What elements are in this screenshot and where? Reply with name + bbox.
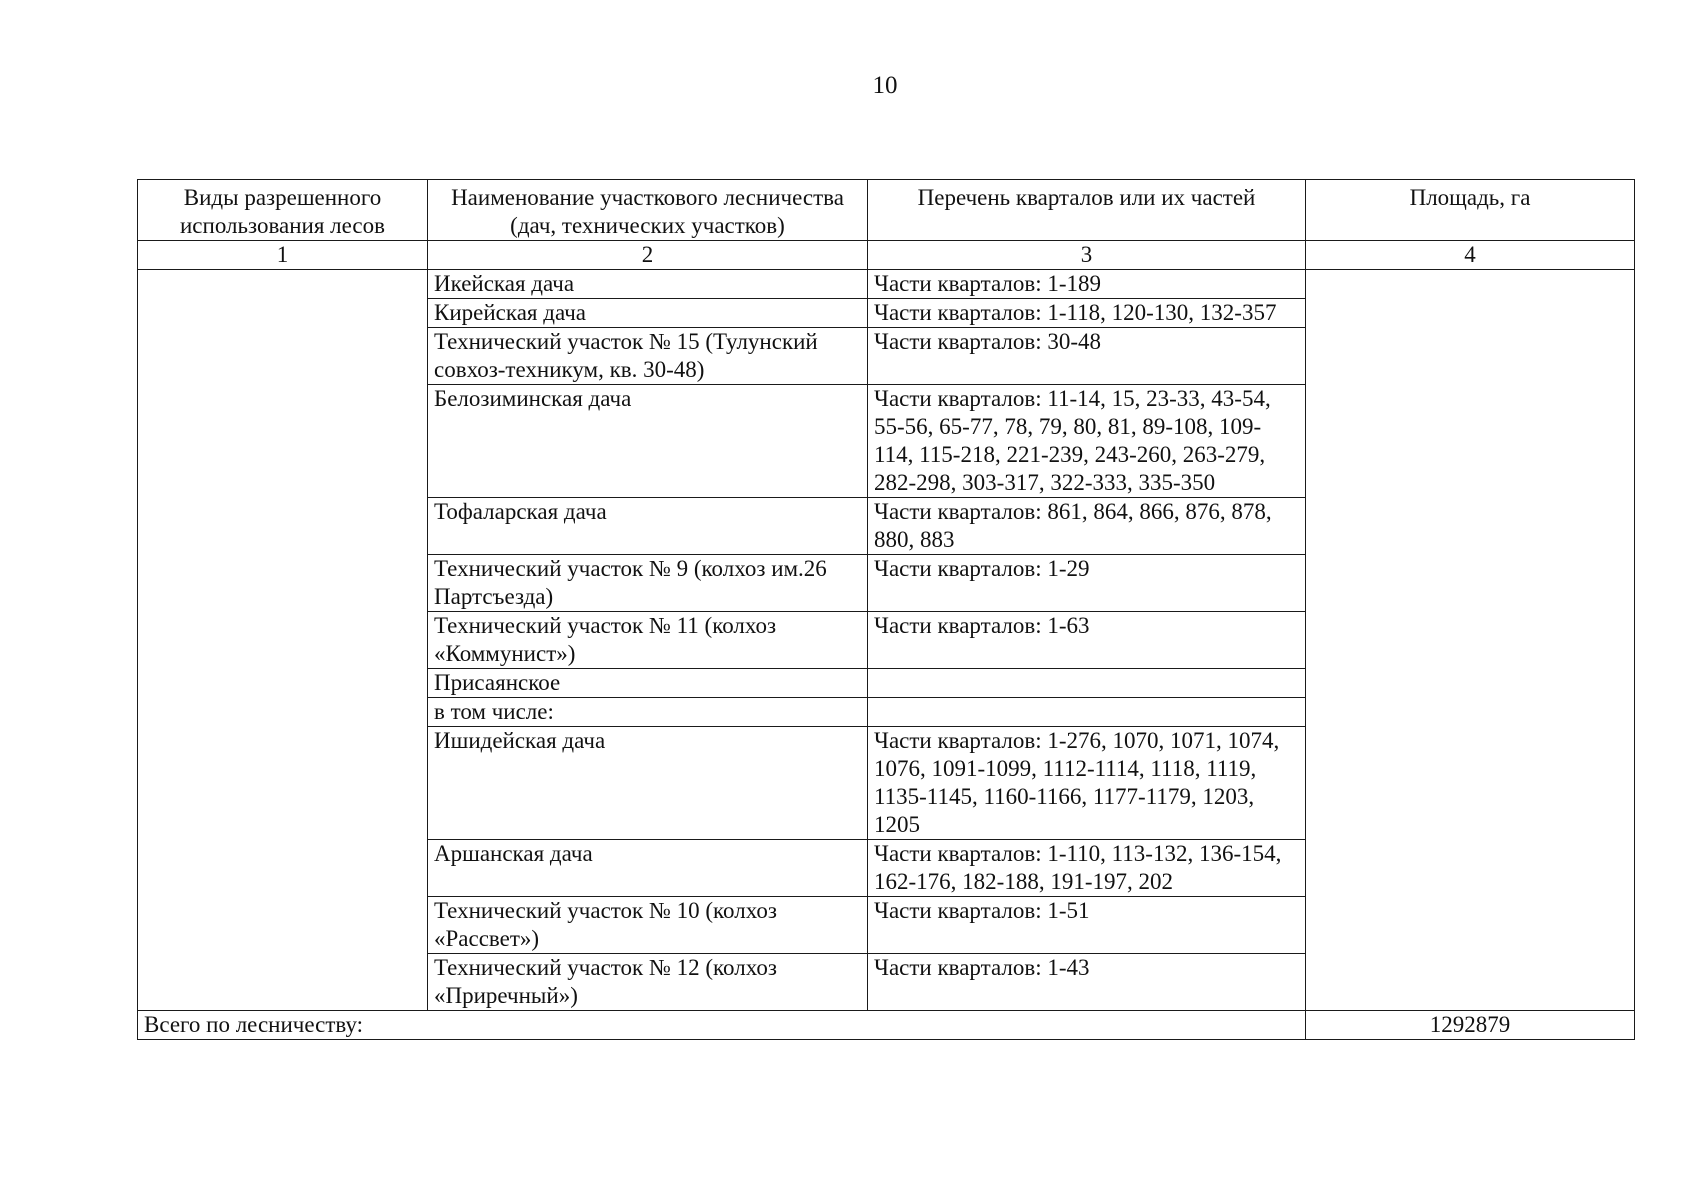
forestry-name-cell: Икейская дача — [428, 270, 868, 299]
quarters-cell: Части кварталов: 1-63 — [868, 612, 1306, 669]
forestry-name-cell: Присаянское — [428, 669, 868, 698]
quarters-cell: Части кварталов: 11-14, 15, 23-33, 43-54, 55-56, 65-77, 78, 79, 80, 81, 89-108, 109-114, 115-218, 221-239, 243-260, 263-279, 282-298, 303-317, 322-333, 335-350 — [868, 385, 1306, 498]
quarters-cell: Части кварталов: 1-43 — [868, 954, 1306, 1011]
usage-type-cell — [138, 270, 428, 1011]
quarters-cell — [868, 698, 1306, 727]
column-number: 3 — [868, 241, 1306, 270]
table-header-row — [138, 180, 1635, 241]
forestry-name-cell: Технический участок № 11 (колхоз «Коммунист») — [428, 612, 868, 669]
quarters-cell: Части кварталов: 1-276, 1070, 1071, 1074, 1076, 1091-1099, 1112-1114, 1118, 1119, 1135-1145, 1160-1166, 1177-1179, 1203, 1205 — [868, 727, 1306, 840]
quarters-cell — [868, 669, 1306, 698]
quarters-cell: Части кварталов: 861, 864, 866, 876, 878, 880, 883 — [868, 498, 1306, 555]
page-number: 10 — [872, 72, 898, 99]
table-row — [138, 270, 1635, 299]
area-cell — [1306, 270, 1635, 1011]
column-number: 1 — [138, 241, 428, 270]
quarters-cell: Части кварталов: 30-48 — [868, 328, 1306, 385]
forestry-table — [137, 179, 1635, 1040]
header-forestry-name: Наименование участкового лесничества (дач, технических участков) — [428, 180, 868, 241]
column-number-row — [138, 241, 1635, 270]
total-row — [138, 1011, 1635, 1040]
forestry-name-cell: Тофаларская дача — [428, 498, 868, 555]
forestry-name-cell: Технический участок № 9 (колхоз им.26 Партсъезда) — [428, 555, 868, 612]
header-quarters-list: Перечень кварталов или их частей — [868, 180, 1306, 241]
forestry-name-cell: Технический участок № 10 (колхоз «Рассвет») — [428, 897, 868, 954]
quarters-cell: Части кварталов: 1-118, 120-130, 132-357 — [868, 299, 1306, 328]
total-label: Всего по лесничеству: — [138, 1011, 1306, 1040]
forestry-name-cell: Аршанская дача — [428, 840, 868, 897]
forestry-name-cell: Технический участок № 12 (колхоз «Приречный») — [428, 954, 868, 1011]
header-usage-types: Виды разрешенного использования лесов — [138, 180, 428, 241]
quarters-cell: Части кварталов: 1-29 — [868, 555, 1306, 612]
column-number: 4 — [1306, 241, 1635, 270]
forestry-name-cell: Кирейская дача — [428, 299, 868, 328]
forestry-name-cell: Белозиминская дача — [428, 385, 868, 498]
table-body — [138, 270, 1635, 1040]
forestry-name-cell: в том числе: — [428, 698, 868, 727]
forestry-name-cell: Технический участок № 15 (Тулунский совхоз-техникум, кв. 30-48) — [428, 328, 868, 385]
column-number: 2 — [428, 241, 868, 270]
header-area: Площадь, га — [1306, 180, 1635, 241]
quarters-cell: Части кварталов: 1-189 — [868, 270, 1306, 299]
forestry-name-cell: Ишидейская дача — [428, 727, 868, 840]
total-value: 1292879 — [1306, 1011, 1635, 1040]
quarters-cell: Части кварталов: 1-51 — [868, 897, 1306, 954]
quarters-cell: Части кварталов: 1-110, 113-132, 136-154, 162-176, 182-188, 191-197, 202 — [868, 840, 1306, 897]
